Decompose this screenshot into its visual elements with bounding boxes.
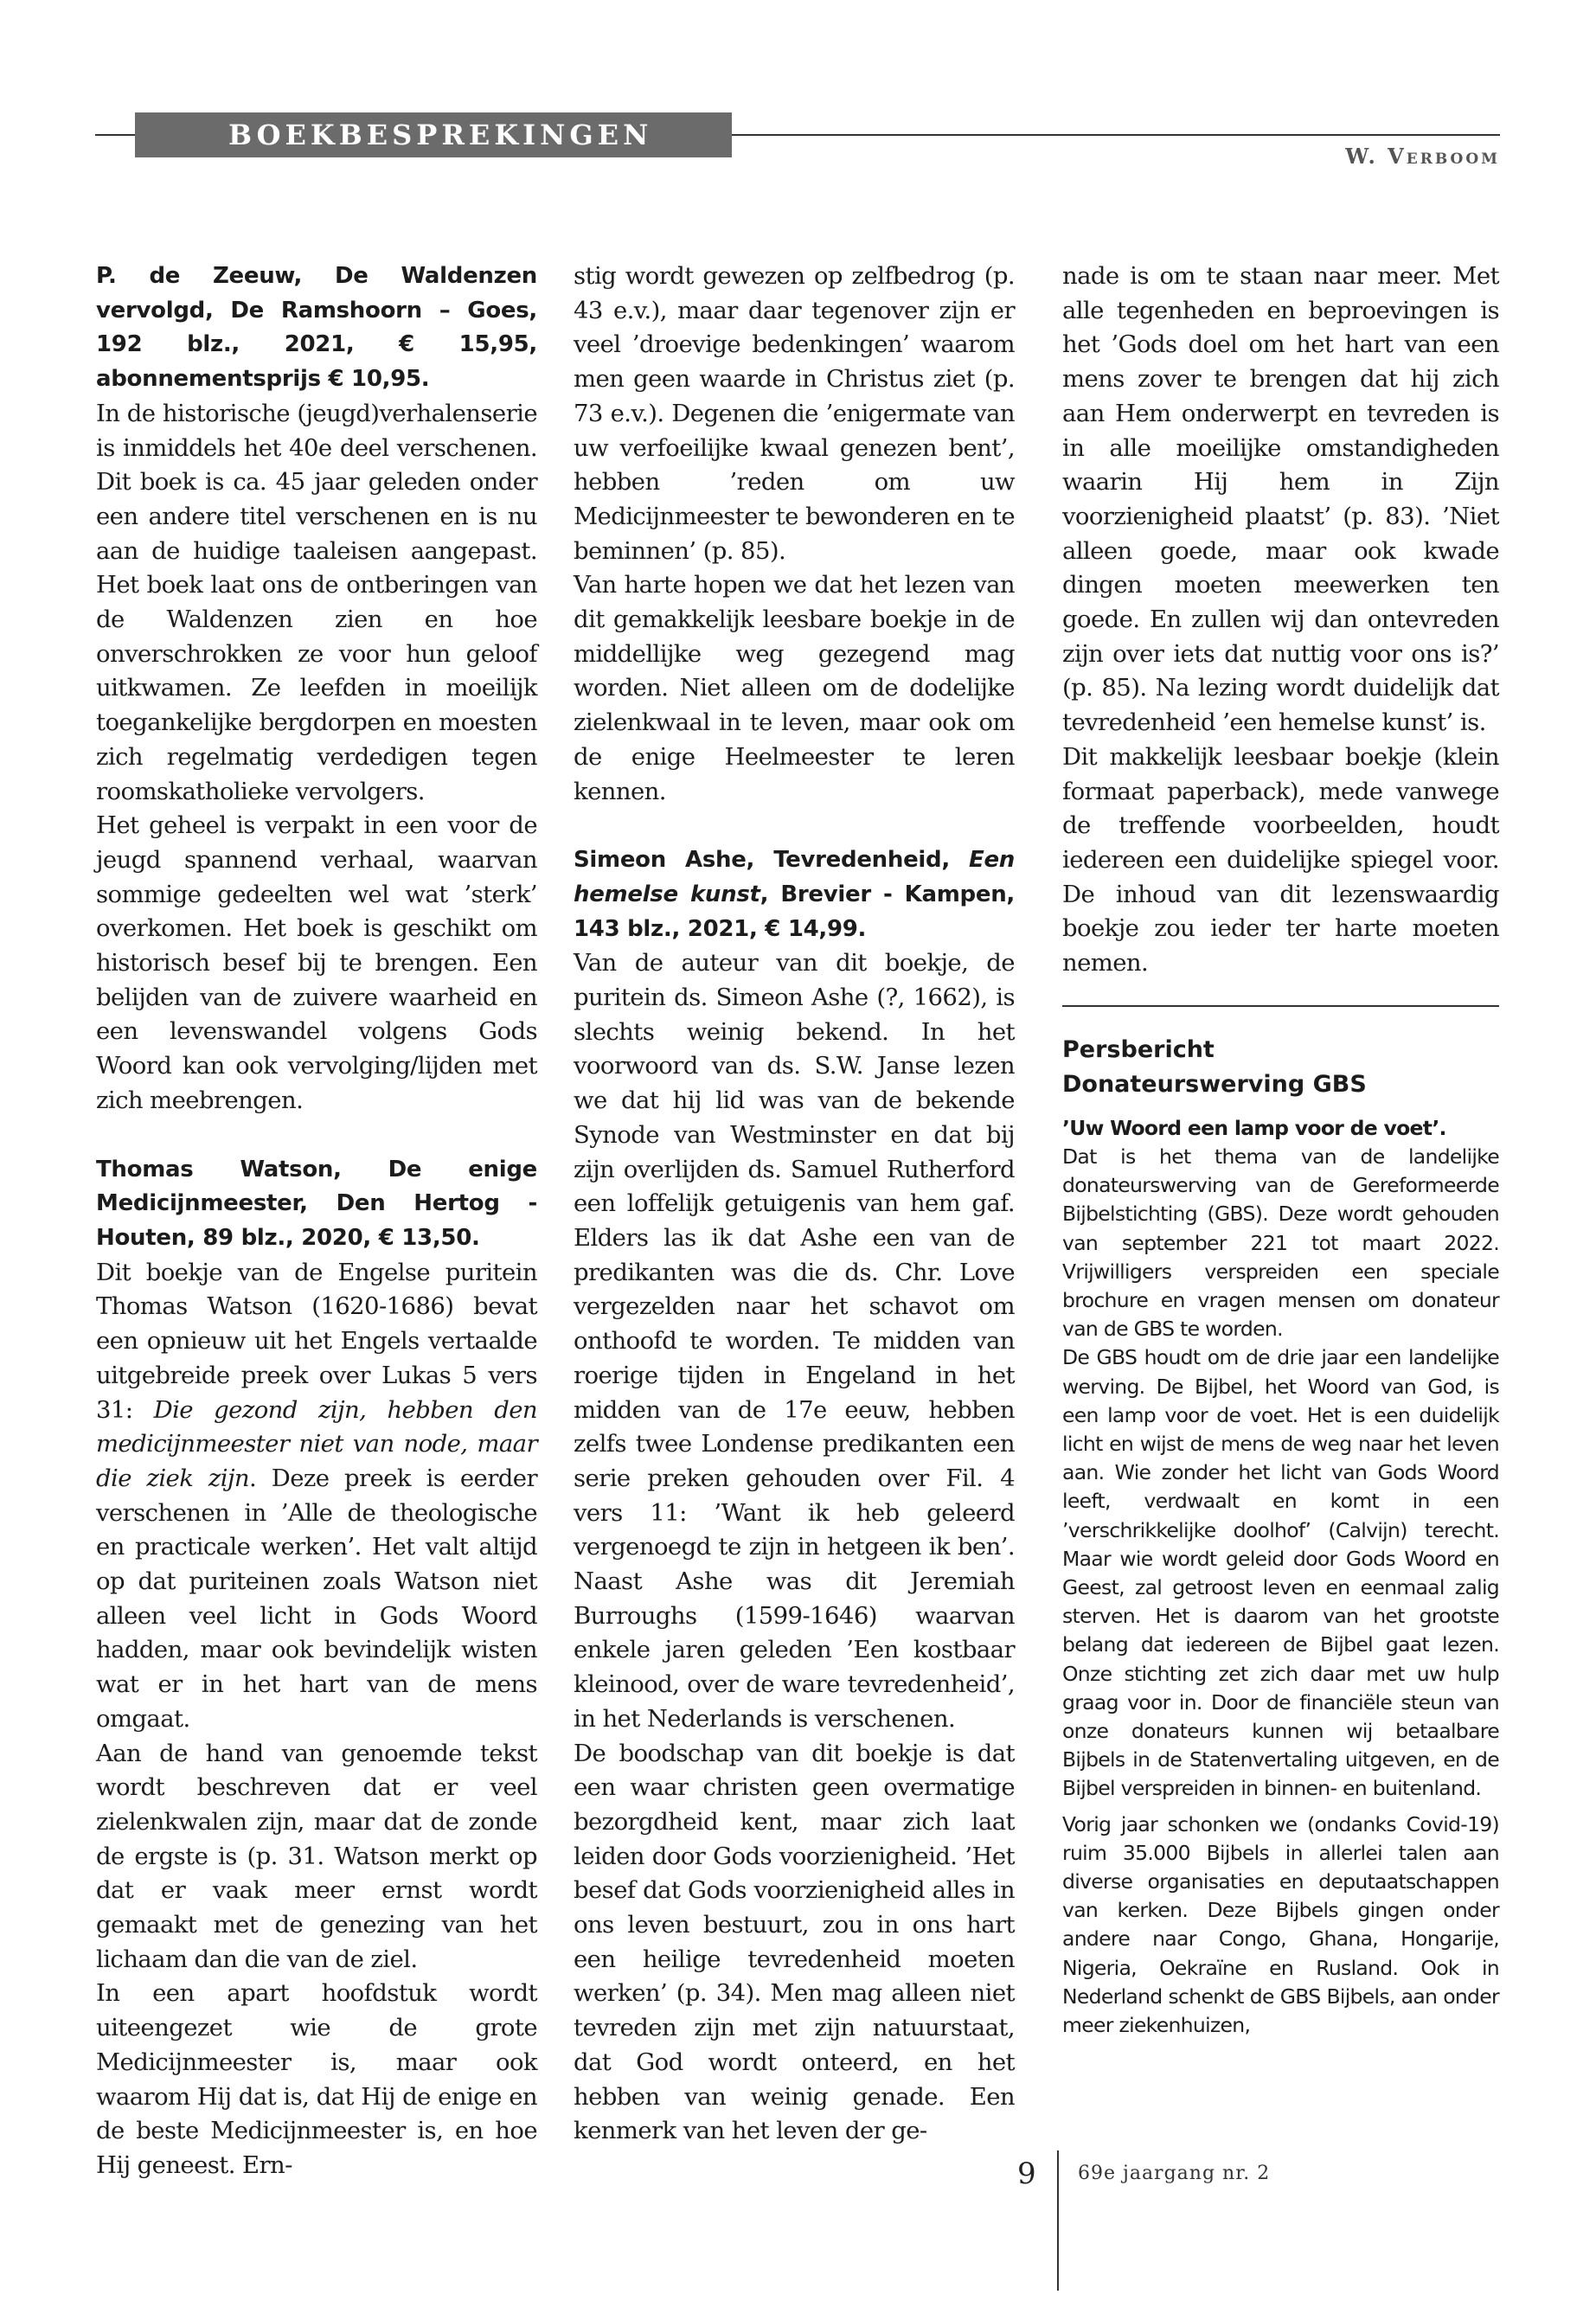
review-paragraph: Aan de hand van genoemde tekst wordt beschreven dat er veel zielenkwalen zijn, maar dat de zonde de ergste is (p. 31. Watson merkt op dat er vaak meer ernst wordt gemaakt met de genezing van het lichaam dan die van de ziel. (96, 1739, 537, 1973)
review-paragraph: In een apart hoofdstuk wordt uiteengezet wie de grote Medicijnmeester is, maar ook waarom Hij dat is, dat Hij de enige en de beste Medicijnmeester is, en hoe Hij geneest. Ern- (96, 1979, 537, 2179)
footer-rule (1057, 2150, 1059, 2291)
review-heading: Thomas Watson, De enige Medicijnmeester, Den Hertog - Houten, 89 blz., 2020, € 13,50. (96, 1156, 537, 1251)
review-heading: Simeon Ashe, Tevredenheid, Een hemelse kunst, Brevier - Kampen, 143 blz., 2021, € 14,99. (574, 847, 1015, 942)
column-2 (574, 260, 1015, 2149)
review-paragraph: De boodschap van dit boekje is dat een waar christen geen overmatige bezorgdheid kent, maar zich laat leiden door Gods voorzienigheid. ’Het besef dat Gods voorzienigheid alles in ons leven bestuurt, zou in ons hart een heilige tevredenheid moeten werken’ (p. 34). Men mag alleen niet tevreden zijn met zijn natuurstaat, dat God wordt onteerd, en het hebben van weinig genade. Een kenmerk van het leven der ge- (574, 1739, 1015, 2145)
header-rule-left (95, 134, 135, 136)
press-paragraph: Dat is het thema van de landelijke donateurswerving van de Gereformeerde Bijbelstichting (GBS). Deze wordt gehouden van september 221 tot maart 2022. Vrijwilligers verspreiden een speciale brochure en vragen mensen om donateur van de GBS te worden. (1062, 1144, 1499, 1342)
review-paragraph: Van harte hopen we dat het lezen van dit gemakkelijk leesbare boekje in de middellijke weg gezegend mag worden. Niet alleen om de dodelijke zielenkwaal in te leven, maar ook om de enige Heelmeester te leren kennen. (574, 571, 1015, 805)
header-rule-right (732, 134, 1500, 136)
review-heading: P. de Zeeuw, De Waldenzen vervolgd, De Ramshoorn – Goes, 192 blz., 2021, € 15,95, abonnementsprijs € 10,95. (96, 263, 537, 393)
column-1 (96, 260, 537, 2183)
review-paragraph: Dit boekje van de Engelse puritein Thomas Watson (1620-1686) bevat een opnieuw uit het Engels vertaalde uitgebreide preek over Lukas 5 vers 31: Die gezond zijn, hebben den medicijnmeester niet van node, maar die ziek zijn. Deze preek is eerder verschenen in ’Alle de theologische en practicale werken’. Het valt altijd op dat puriteinen zoals Watson niet alleen veel licht in Gods Woord hadden, maar ook bevindelijk wisten wat er in het hart van de mens omgaat. (96, 1258, 537, 1733)
author-name: W. Verboom (1345, 144, 1500, 169)
review-paragraph: Het geheel is verpakt in een voor de jeugd spannend verhaal, waarvan sommige gedeelten wel wat ’sterk’ overkomen. Het boek is geschikt om historisch besef bij te brengen. Een belijden van de zuivere waarheid en een levenswandel volgens Gods Woord kan ook vervolging/lijden met zich meebrengen. (96, 811, 537, 1114)
column-3 (1062, 260, 1499, 2040)
page-number: 9 (1017, 2157, 1036, 2191)
section-title: BOEKBESPREKINGEN (135, 112, 732, 157)
review-paragraph: stig wordt gewezen op zelfbedrog (p. 43 e.v.), maar daar tegenover zijn er veel ’droevige bedenkingen’ waarom men geen waarde in Christus ziet (p. 73 e.v.). Degenen die ’enigermate van uw verfoeilijke kwaal genezen bent’, hebben ’reden om uw Medicijnmeester te bewonderen en te beminnen’ (p. 85). (574, 262, 1015, 565)
press-paragraph: De GBS houdt om de drie jaar een landelijke werving. De Bijbel, het Woord van God, is een lamp voor de voet. Het is een duidelijk licht en wijst de mens de weg naar het leven aan. Wie zonder het licht van Gods Woord leeft, verdwaalt en komt in een ’verschrikkelijke doolhof’ (Calvijn) terecht. Maar wie wordt geleid door Gods Woord en Geest, zal getroost leven en eenmaal zalig sterven. Het is daarom van het grootste belang dat iedereen de Bijbel gaat lezen. Onze stichting zet zich daar met uw hulp graag voor in. Door de financiële steun van onze donateurs kunnen wij betaalbare Bijbels in de Statenvertaling uitgeven, en de Bijbel verspreiden in binnen- en buitenland. (1062, 1345, 1499, 1801)
review-paragraph: Dit makkelijk leesbaar boekje (klein formaat paperback), mede vanwege de treffende voorbeelden, houdt iedereen een duidelijke spiegel voor. De inhoud van dit lezenswaardig boekje zou ieder ter harte moeten nemen. (1062, 742, 1499, 977)
press-label: Persbericht (1062, 1035, 1215, 1063)
issue-label: 69e jaargang nr. 2 (1078, 2163, 1271, 2184)
review-paragraph: In de historische (jeugd)verhalenserie is inmiddels het 40e deel verschenen. Dit boek is ca. 45 jaar geleden onder een andere titel verschenen en is nu aan de huidige taaleisen aangepast. Het boek laat ons de ontberingen van de Waldenzen zien en hoe onverschrokken ze voor hun geloof uitkwamen. Ze leefden in moeilijk toegankelijke bergdorpen en moesten zich regelmatig verdedigen tegen roomskatholieke vervolgers. (96, 399, 537, 805)
review-paragraph: Van de auteur van dit boekje, de puritein ds. Simeon Ashe (?, 1662), is slechts weinig bekend. In het voorwoord van ds. S.W. Janse lezen we dat hij lid was van de bekende Synode van Westminster en dat bij zijn overlijden ds. Samuel Rutherford een loffelijk getuigenis van hem gaf. Elders las ik dat Ashe een van de predikanten was die ds. Chr. Love vergezelden naar het schavot om onthoofd te worden. Te midden van roerige tijden in Engeland in het midden van de 17e eeuw, hebben zelfs twee Londense predikanten een serie preken gehouden over Fil. 4 vers 11: ’Want ik heb geleerd vergenoegd te zijn in hetgeen ik ben’. Naast Ashe was dit Jeremiah Burroughs (1599-1646) waarvan enkele jaren geleden ’Een kostbaar kleinood, over de ware tevredenheid’, in het Nederlands is verschenen. (574, 949, 1015, 1733)
press-theme: ’Uw Woord een lamp voor de voet’. (1062, 1115, 1446, 1140)
section-divider (1062, 1005, 1499, 1007)
press-paragraph: Vorig jaar schonken we (ondanks Covid-19) ruim 35.000 Bijbels in allerlei talen aan diverse organisaties en deputaatschappen van kerken. Deze Bijbels gingen onder andere naar Congo, Ghana, Hongarije, Nigeria, Oekraïne en Rusland. Ook in Nederland schenkt de GBS Bijbels, aan onder meer ziekenhuizen, (1062, 1811, 1499, 2038)
press-title: Donateurswerving GBS (1062, 1070, 1367, 1098)
review-paragraph: nade is om te staan naar meer. Met alle tegenheden en beproevingen is het ’Gods doel om het hart van een mens zover te brengen dat hij zich aan Hem onderwerpt en tevreden is in alle moeilijke omstandigheden waarin Hij hem in Zijn voorzienigheid plaatst’ (p. 83). ’Niet alleen goede, maar ook kwade dingen moeten meewerken ten goede. En zullen wij dan ontevreden zijn over iets dat nuttig voor ons is?’ (p. 85). Na lezing wordt duidelijk dat tevredenheid ’een hemelse kunst’ is. (1062, 262, 1499, 737)
